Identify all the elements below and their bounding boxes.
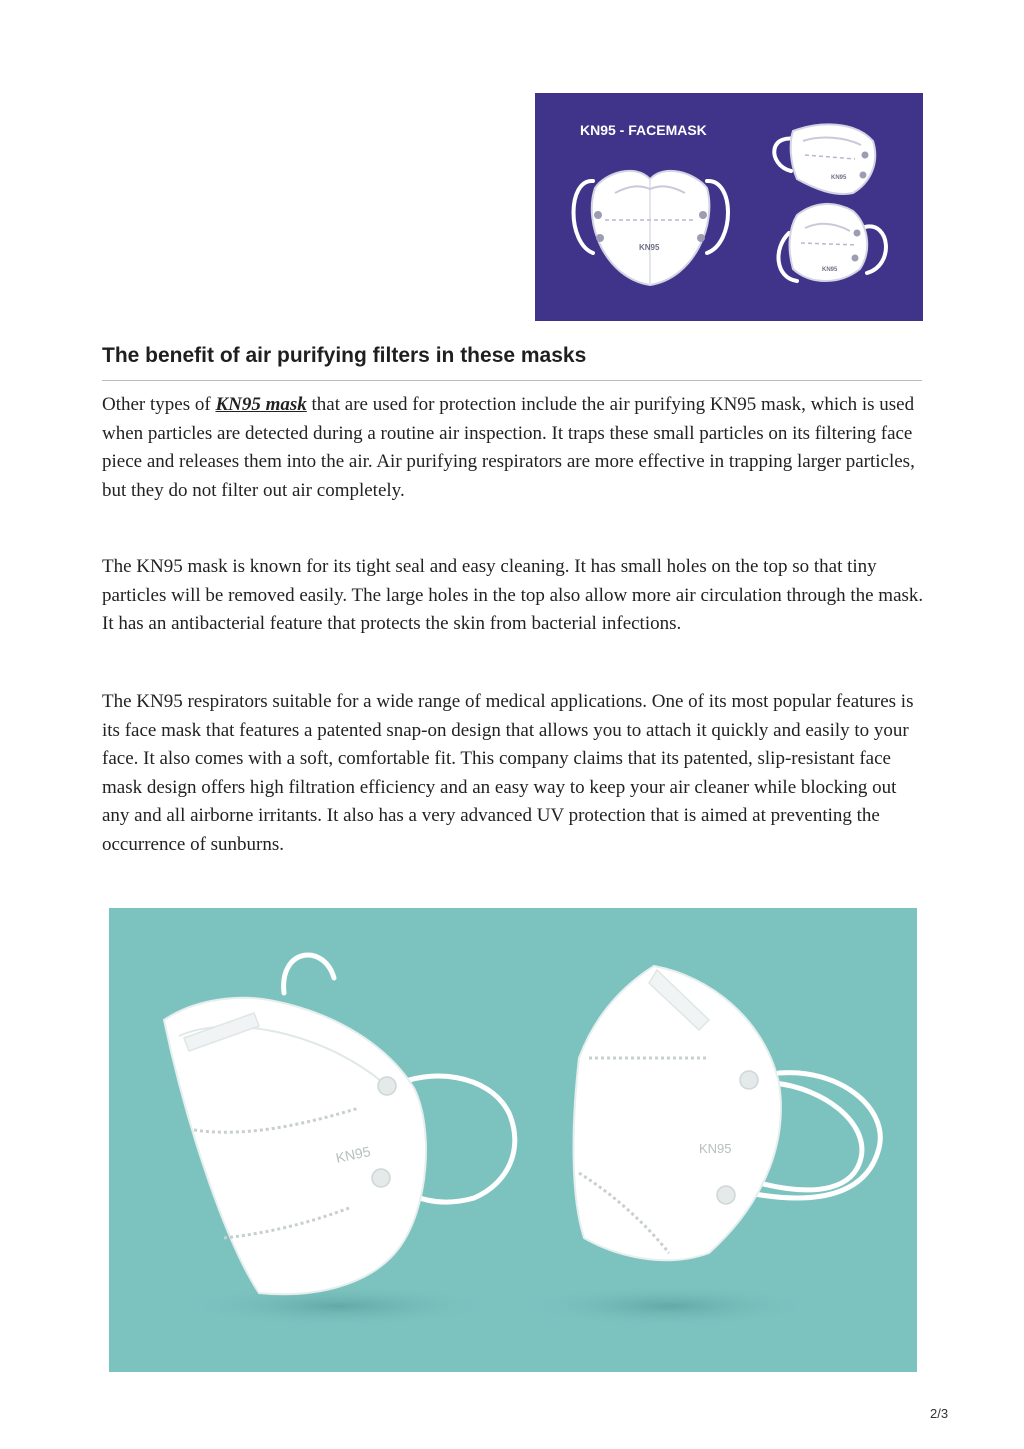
kn95-masks-graphic [109, 908, 917, 1372]
paragraph-1-lead: Other types of [102, 394, 216, 415]
right-mask-label: KN95 [699, 1141, 732, 1156]
kn95-masks-photo [109, 908, 917, 1372]
side-mask-upper-label: KN95 [831, 175, 847, 181]
section-heading: The benefit of air purifying filters in these masks [102, 344, 587, 367]
paragraph-1 [102, 391, 924, 505]
paragraph-3: The KN95 respirators suitable for a wide range of medical applications. One of its most popular features is its face mask that features a patented snap-on design that allows you to attach it quickly and easily to your face. It also comes with a soft, comfortable fit. This company claims that its patented, slip-resistant face mask design offers high filtration efficiency and an easy way to keep your air cleaner while blocking out any and all airborne irritants. It also has a very advanced UV protection that is aimed at preventing the occurrence of sunburns. [102, 691, 914, 855]
left-mask-label: KN95 [334, 1143, 372, 1166]
right-mask-shadow [519, 1284, 819, 1328]
illustration-caption: KN95 - FACEMASK [580, 122, 707, 138]
side-mask-lower-label: KN95 [822, 267, 838, 273]
front-mask-label: KN95 [639, 243, 660, 252]
kn95-facemask-illustration [535, 93, 923, 321]
paragraph-2: The KN95 mask is known for its tight seal and easy cleaning. It has small holes on the top so that tiny particles will be removed easily. The large holes in the top also allow more air circulation through the mask. It has an antibacterial feature that protects the skin from bacterial infections. [102, 556, 924, 634]
paragraph-1-body: that are used for protection include the air purifying KN95 mask, which is used when particles are detected during a routine air inspection. It traps these small particles on its filtering face piece and releases them into the air. Air purifying respirators are more effective in trapping larger particles, but they do not filter out air completely. [102, 394, 915, 501]
page-number: 2/3 [930, 1406, 949, 1421]
heading-divider [102, 380, 922, 381]
kn95-mask-link[interactable]: KN95 mask [215, 394, 307, 415]
kn95-facemask-graphic [535, 93, 923, 321]
left-mask-shadow [179, 1284, 499, 1328]
